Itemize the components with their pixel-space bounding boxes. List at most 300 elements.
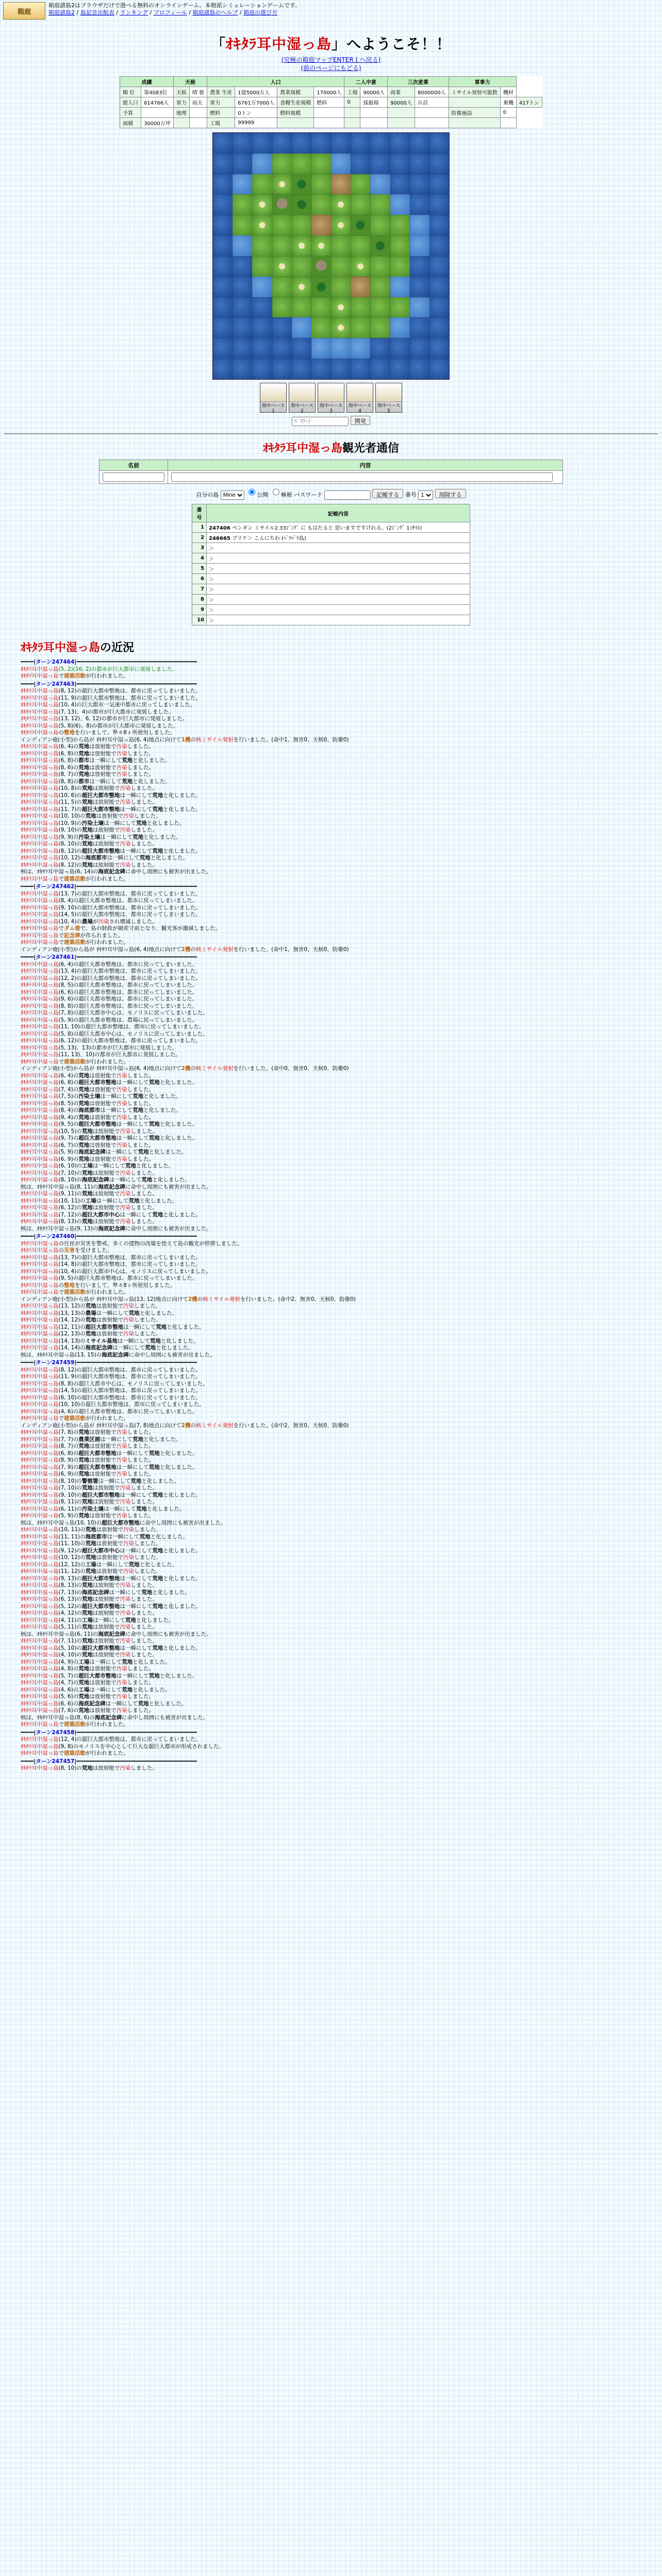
sea-tile[interactable] [429,133,449,154]
sea-tile[interactable] [292,133,311,154]
header-link[interactable]: 箱庭の遊び方 [243,9,278,16]
sea-tile[interactable] [213,215,233,235]
wasteland-tile[interactable] [331,174,351,195]
status-cell [314,118,344,128]
plains-tile[interactable] [252,235,272,256]
log-line: ｵｷﾀﾗ耳中湿っ島の災害を受けました。 [21,1247,113,1253]
log-line: ｵｷﾀﾗ耳中湿っ島(12, 12)の工場は一瞬にして荒地と化しました。 [21,1561,178,1568]
plains-tile[interactable] [351,297,370,318]
log-line: ｵｷﾀﾗ耳中湿っ島(7, 4)の荒地は放射能で汚染しました。 [21,1086,155,1093]
plains-tile[interactable] [292,297,311,318]
sea-tile[interactable] [252,297,272,318]
sea-tile[interactable] [272,359,292,379]
log-line: ｵｷﾀﾗ耳中湿っ島(11, 12)の荒地は放射能で汚染しました。 [21,1568,161,1574]
log-line: ｵｷﾀﾗ耳中湿っ島で記念碑が作られました。 [21,932,124,939]
log-line: ｵｷﾀﾗ耳中湿っ島(10, 12)の海底都市は一瞬にして荒地と化しました。 [21,855,189,861]
sea-tile[interactable] [429,317,449,338]
previous-page-link[interactable]: (前のページにもどる) [301,64,361,72]
sea-tile[interactable] [213,194,233,215]
sea-tile[interactable] [292,359,311,379]
log-line: ｵｷﾀﾗ耳中湿っ島(10, 11)の荒地は放射能で汚染しました。 [21,1527,161,1533]
sea-tile[interactable] [410,194,429,215]
status-cell: 90000人 [360,87,388,97]
plains-tile[interactable] [390,297,410,318]
base-card[interactable] [318,383,344,413]
status-cell: 99999 [235,118,277,128]
plains-tile[interactable] [272,235,292,256]
status-cell: 面積 [120,118,141,128]
log-line: ｵｷﾀﾗ耳中湿っ島(14, 13)のミサイル基地は一瞬にして荒地と化しました。 [21,1337,199,1344]
sea-tile[interactable] [252,359,272,379]
wasteland-tile[interactable] [351,277,370,297]
sea-tile[interactable] [410,133,429,154]
shallow-sea-tile[interactable] [410,235,429,256]
plains-tile[interactable] [311,174,331,195]
sea-tile[interactable] [351,359,370,379]
sea-tile[interactable] [351,154,370,174]
plains-tile[interactable] [331,235,351,256]
sea-tile[interactable] [233,317,252,338]
bbs-password-input[interactable] [324,490,371,500]
plains-tile[interactable] [272,154,292,174]
message-table [192,504,470,625]
title-prefix: 「 [210,36,226,53]
plains-tile[interactable] [292,154,311,174]
status-header-cell: 二人中意 [344,77,388,87]
log-line: ｵｷﾀﾗ耳中湿っ島(11, 11)の海底都市は一瞬にして荒地と化しました。 [21,1533,189,1540]
plains-tile[interactable] [311,154,331,174]
turn-heading: ━━━━|ターン247464|━━━━━━━━━━━━━━━━━━━━━━━━━━━━━━━━━━━━━ [21,659,197,665]
top-bar [0,0,662,23]
turn-heading: ━━━━|ターン247461|━━━━━━━━━━━━━━━━━━━━━━━━━━━━━━━━━━━━━ [21,954,197,960]
town-tile[interactable] [331,297,351,318]
shallow-sea-tile[interactable] [331,154,351,174]
log-line: ｵｷﾀﾗ耳中湿っ島(8, 9)の荒地は放射能で汚染しました。 [21,1457,155,1463]
secret-radio[interactable]: 極秘 [270,492,292,498]
title-links [0,56,662,72]
log-line: ｵｷﾀﾗ耳中湿っ島(6, 12)の荒地は放射能で汚染しました。 [21,1205,158,1211]
log-line: ｵｷﾀﾗ耳中湿っ島(6, 6)の超巨大都市整地は、都市に戻ってしまいました。 [21,989,198,995]
message-text: ＞ [209,598,214,603]
log-line: ｵｷﾀﾗ耳中湿っ島(9, 12)の超巨大都市中心は一瞬にして荒地と化しました。 [21,1547,201,1554]
plains-tile[interactable] [370,194,390,215]
public-radio[interactable]: 公開 [246,492,268,498]
log-line: ｵｷﾀﾗ耳中湿っ島(8, 6)の荒地は放射能で汚染しました。 [21,764,155,771]
log-line: ｵｷﾀﾗ耳中湿っ島(7, 5)の汚染土壌は一瞬にして荒地と化しました。 [21,1093,181,1099]
sea-tile[interactable] [213,338,233,359]
sea-tile[interactable] [213,154,233,174]
plains-tile[interactable] [351,174,370,195]
sea-tile[interactable] [390,154,410,174]
plains-tile[interactable] [292,256,311,277]
status-cell: 兵員 [415,97,449,108]
log-line: ｵｷﾀﾗ耳中湿っ島(7, 13)、4)の都市が巨大都市に発展しました。 [21,708,174,715]
plains-tile[interactable] [390,215,410,235]
sea-tile[interactable] [213,297,233,318]
log-line: ｵｷﾀﾗ耳中湿っ島(8, 10)の荒地は放射能で汚染しました。 [21,841,158,847]
sea-tile[interactable] [429,194,449,215]
log-line: ｵｷﾀﾗ耳中湿っ島(6, 8)の都市は一瞬にして荒地と化しました。 [21,757,171,764]
plains-tile[interactable] [311,194,331,215]
sea-tile[interactable] [233,133,252,154]
map-grid[interactable] [213,133,449,379]
town-tile[interactable] [331,317,351,338]
sea-tile[interactable] [429,338,449,359]
status-header-cell: 軍事力 [449,77,516,87]
town-tile[interactable] [292,277,311,297]
log-line: ｵｷﾀﾗ耳中湿っ島(7, 11)の荒地は放射能で汚染しました。 [21,1638,158,1644]
base-image [347,383,373,402]
status-cell [360,108,388,118]
sea-tile[interactable] [370,338,390,359]
plains-tile[interactable] [351,235,370,256]
log-line: ｵｷﾀﾗ耳中湿っ島(7, 13)の海底記念碑は一瞬にして荒地と化しました。 [21,1589,190,1596]
log-line: ｵｷﾀﾗ耳中湿っ島(5, 13)、13)の都市が巨大都市に発展しました。 [21,1044,178,1051]
status-cell: 0 [344,97,360,108]
bbs-name-input[interactable] [103,472,164,482]
sea-tile[interactable] [410,174,429,195]
message-content [207,553,470,564]
base-label: 海中ベース2 [290,403,314,414]
log-line: ｵｷﾀﾗ耳中湿っ島(5, 6)の荒地は放射能で汚染しました。 [21,1693,155,1700]
town-tile[interactable] [351,256,370,277]
plains-tile[interactable] [272,297,292,318]
island-map[interactable] [212,132,450,380]
sea-tile[interactable] [429,235,449,256]
sea-tile[interactable] [429,297,449,318]
sea-tile[interactable] [410,256,429,277]
log-line: ｵｷﾀﾗ耳中湿っ島(6, 4)の荒地は放射能で汚染しました。 [21,1072,155,1079]
plains-tile[interactable] [370,256,390,277]
shallow-sea-tile[interactable] [311,338,331,359]
log-line: ｵｷﾀﾗ耳中湿っ島(11, 10)の超巨大都市整地は、都市に戻ってしまいました。 [21,1024,205,1030]
base-card[interactable] [346,383,373,413]
log-line: ｵｷﾀﾗ耳中湿っ島(6, 6)の海底記念碑は一瞬にして荒地と化しました。 [21,1700,187,1707]
log-line: ｵｷﾀﾗ耳中湿っ島(11, 5)の荒地は放射能で汚染しました。 [21,799,158,805]
status-cell: 軍力 [173,97,189,108]
plains-tile[interactable] [370,297,390,318]
shallow-sea-tile[interactable] [292,317,311,338]
sea-tile[interactable] [233,359,252,379]
turn-heading: ━━━━|ターン247462|━━━━━━━━━━━━━━━━━━━━━━━━━━━━━━━━━━━━━ [21,884,197,890]
event-log [21,659,662,1772]
forest-tile[interactable] [292,174,311,195]
log-line: ｵｷﾀﾗ耳中湿っ島(13, 12)、6, 12)の都市が巨大都市に発展しました。 [21,716,188,722]
log-line: ｵｷﾀﾗ耳中湿っ島(10, 4)の超巨大都市中心は、モノリスに戻ってしまいました。 [21,1268,212,1275]
status-cell: 0 [500,108,516,118]
plains-tile[interactable] [233,194,252,215]
town-tile[interactable] [252,215,272,235]
sea-tile[interactable] [390,359,410,379]
header-link[interactable]: 箱庭諸島2 [48,9,75,16]
sea-tile[interactable] [429,277,449,297]
town-tile[interactable] [331,194,351,215]
sea-tile[interactable] [213,277,233,297]
plains-tile[interactable] [233,215,252,235]
island-select[interactable] [221,490,244,500]
status-row [120,97,542,108]
message-text: ＞ [209,577,214,583]
message-row [192,574,470,584]
sea-tile[interactable] [272,338,292,359]
log-line: ｵｷﾀﾗ耳中湿っ島(14, 14)の海底記念碑は一瞬にして荒地と化しました。 [21,1345,194,1351]
status-cell: 6761万7000人 [235,97,277,108]
plains-tile[interactable] [292,215,311,235]
plains-tile[interactable] [311,297,331,318]
plains-tile[interactable] [252,256,272,277]
status-table [120,76,542,128]
log-line: ｵｷﾀﾗ耳中湿っ島(12, 11)の超巨大都市整地は一瞬にして荒地と化しました。 [21,1324,205,1330]
log-line: ｵｷﾀﾗ耳中湿っ島(10, 9)の汚染土壌は一瞬にして荒地と化しました。 [21,820,185,826]
sea-tile[interactable] [410,338,429,359]
sea-tile[interactable] [233,256,252,277]
base-image [318,383,344,402]
message-number: 10 [192,615,207,625]
bbs-controls [99,486,563,500]
log-line: ｵｷﾀﾗ耳中湿っ島(9, 5)の超巨大都市整地は一瞬にして荒地と化しました。 [21,1121,198,1127]
turn-heading: ━━━━|ターン247459|━━━━━━━━━━━━━━━━━━━━━━━━━━━━━━━━━━━━━ [21,1360,197,1366]
turn-heading: ━━━━|ターン247458|━━━━━━━━━━━━━━━━━━━━━━━━━━━━━━━━━━━━━ [21,1729,197,1736]
shallow-sea-tile[interactable] [331,338,351,359]
log-line: ｵｷﾀﾗ耳中湿っ島(5, 2)(16, 2)の都市が巨大都市に発展しました。 [21,666,178,672]
log-line: ｵｷﾀﾗ耳中湿っ島(6, 4)の荒地は放射能で汚染しました。 [21,743,155,750]
sea-tile[interactable] [213,256,233,277]
plains-tile[interactable] [272,215,292,235]
plains-tile[interactable] [370,277,390,297]
number-select[interactable] [418,490,433,500]
sea-tile[interactable] [272,317,292,338]
log-line: ｵｷﾀﾗ耳中湿っ島(14, 8)の超巨大都市整地は、都市に戻ってしまいました。 [21,1261,201,1267]
site-description: 箱庭諸島2はブラウザだけで遊べる無料のオンラインゲーム。本格派シミュレーションゲームです。 [48,2,301,9]
header-link[interactable]: 箱庭諸島のヘルプ [192,9,238,16]
sea-tile[interactable] [331,133,351,154]
island-title [0,33,662,54]
sea-tile[interactable] [370,359,390,379]
mountain-tile[interactable] [272,194,292,215]
plains-tile[interactable] [351,194,370,215]
log-line: ｵｷﾀﾗ耳中湿っ島(12, 2)の超巨大都市整地は、都市に戻ってしまいました。 [21,975,201,981]
shallow-sea-tile[interactable] [410,297,429,318]
sea-tile[interactable] [233,338,252,359]
town-tile[interactable] [272,174,292,195]
msg-col-no: 番号 [192,504,207,522]
sea-tile[interactable] [370,154,390,174]
sea-tile[interactable] [410,154,429,174]
status-cell [344,118,360,128]
log-line: ｵｷﾀﾗ耳中湿っ島(8, 10)の荒地は放射能で汚染しました。 [21,1765,158,1771]
log-line: ｵｷﾀﾗ耳中湿っ島(7, 9)の超巨大都市整地は一瞬にして荒地と化しました。 [21,1464,198,1470]
sea-tile[interactable] [410,317,429,338]
shallow-sea-tile[interactable] [370,174,390,195]
sea-tile[interactable] [213,174,233,195]
header-link[interactable]: 島記念出航表 [80,9,114,16]
forest-tile[interactable] [370,235,390,256]
sea-tile[interactable] [233,297,252,318]
base-card[interactable] [289,383,316,413]
log-line: ｵｷﾀﾗ耳中湿っ島の整地を行いまして、準々8ヶ所使用しました。 [21,730,176,736]
log-line: ｵｷﾀﾗ耳中湿っ島(8, 12)の超巨大都市整地は、都市に戻ってしまいました。 [21,1366,201,1373]
shallow-sea-tile[interactable] [252,277,272,297]
log-line: ｵｷﾀﾗ耳中湿っ島(10, 8)の荒地は放射能で汚染しました。 [21,785,158,791]
log-line: 核は、ｵｷﾀﾗ耳中湿っ島(6, 14)の海底記念碑に命中し周囲にも被害が出ました。 [21,869,212,875]
shallow-sea-tile[interactable] [233,174,252,195]
log-line: ｵｷﾀﾗ耳中湿っ島(4, 11)の工場は一瞬にして荒地と化しました。 [21,1617,174,1623]
bbs-message-input[interactable] [171,472,553,482]
town-tile[interactable] [311,235,331,256]
post-button[interactable]: 記帳する [372,489,403,498]
sea-tile[interactable] [429,215,449,235]
message-row [192,553,470,564]
password-input[interactable] [292,417,349,426]
sea-tile[interactable] [233,154,252,174]
log-island-name: ｵｷﾀﾗ耳中湿っ島 [21,641,101,654]
plains-tile[interactable] [390,235,410,256]
header-link[interactable]: ランキング [120,9,148,16]
log-line: ｵｷﾀﾗ耳中湿っ島(5, 9)の超巨大都市整地は、農場に戻ってしまいました。 [21,1016,198,1023]
shallow-sea-tile[interactable] [233,235,252,256]
status-cell: 順 位 [120,87,141,97]
log-line: ｵｷﾀﾗ耳中湿っ島(8, 8)の超巨大都市中心は、モノリスに戻ってしまいました。 [21,1380,208,1387]
site-logo[interactable]: 箱庭 [3,2,45,20]
number-label: 番号 [405,492,417,498]
sea-tile[interactable] [252,338,272,359]
town-tile[interactable] [252,194,272,215]
log-line: ｵｷﾀﾗ耳中湿っ島(6, 10)の工場は一瞬にして荒地と化しました。 [21,1163,174,1169]
bbs-col-content: 内容 [168,460,563,471]
develop-button[interactable]: 開発 [351,416,370,425]
log-line: ｵｷﾀﾗ耳中湿っ島(10, 10)の荒地は放射能で汚染しました。 [21,813,161,819]
sea-tile[interactable] [311,133,331,154]
sea-tile[interactable] [370,133,390,154]
wasteland-tile[interactable] [311,215,331,235]
base-card[interactable] [260,383,287,413]
message-row [192,533,470,543]
plains-tile[interactable] [390,256,410,277]
plains-tile[interactable] [370,215,390,235]
sea-tile[interactable] [252,317,272,338]
sea-tile[interactable] [233,277,252,297]
plains-tile[interactable] [370,317,390,338]
sea-tile[interactable] [390,174,410,195]
mountain-tile[interactable] [311,256,331,277]
log-line: ｵｷﾀﾗ耳中湿っ島(7, 12)の超巨大都市中心は一瞬にして荒地と化しました。 [21,1211,201,1218]
sea-tile[interactable] [311,359,331,379]
message-number: 9 [192,605,207,615]
status-row [120,118,542,128]
log-line: ｵｷﾀﾗ耳中湿っ島(8, 4)の超巨大都市整地は、都市に戻ってしまいました。 [21,897,198,904]
plains-tile[interactable] [331,277,351,297]
turn-number: ターン247459 [36,1360,75,1366]
sea-tile[interactable] [331,359,351,379]
sea-tile[interactable] [252,133,272,154]
log-line: 核は、ｵｷﾀﾗ耳中湿っ島(6, 11)の海底記念碑に命中し周囲にも被害が出ました。 [21,1631,212,1637]
shallow-sea-tile[interactable] [351,338,370,359]
shallow-sea-tile[interactable] [252,154,272,174]
message-row [192,615,470,625]
back-to-map-link[interactable]: (究極の箱庭マップENTER１へ戻る) [281,56,381,63]
status-cell [173,118,189,128]
message-number: 7 [192,584,207,595]
log-line: ｵｷﾀﾗ耳中湿っ島(7, 6)の荒地は放射能で汚染しました。 [21,1707,155,1714]
sea-tile[interactable] [390,133,410,154]
sea-tile[interactable] [292,338,311,359]
shallow-sea-tile[interactable] [390,317,410,338]
plains-tile[interactable] [252,174,272,195]
base-card[interactable] [375,383,402,413]
sea-tile[interactable] [429,174,449,195]
sea-tile[interactable] [272,133,292,154]
message-row [192,564,470,574]
shallow-sea-tile[interactable] [410,215,429,235]
status-cell [277,118,314,128]
base-label: 海中ベース5 [377,403,401,414]
log-line: ｵｷﾀﾗ耳中湿っ島(8, 11)の荒地は放射能で汚染しました。 [21,1499,158,1505]
plains-tile[interactable] [272,277,292,297]
message-row [192,543,470,553]
shallow-sea-tile[interactable] [390,194,410,215]
log-line: ｵｷﾀﾗ耳中湿っ島(4, 10)の荒地は放射能で汚染しました。 [21,1652,158,1658]
log-line: ｵｷﾀﾗ耳中湿っ島(11, 13)、10)の都市が巨大都市に発展しました。 [21,1052,181,1058]
plains-tile[interactable] [311,317,331,338]
log-line: ｵｷﾀﾗ耳中湿っ島(14, 5)の超巨大都市整地は、都市に戻ってしまいました。 [21,1387,201,1394]
header-link[interactable]: プロフィール [153,9,187,16]
message-row [192,605,470,615]
sea-tile[interactable] [410,359,429,379]
sea-tile[interactable] [429,256,449,277]
sea-tile[interactable] [213,235,233,256]
log-line: ｵｷﾀﾗ耳中湿っ島(5, 12)の超巨大都市整地は一瞬にして荒地と化しました。 [21,1603,201,1609]
delete-button[interactable]: 削除する [435,489,466,498]
sea-tile[interactable] [390,338,410,359]
sea-tile[interactable] [213,359,233,379]
base-label: 海中ベース3 [319,403,343,414]
log-line: ｵｷﾀﾗ耳中湿っ島(13, 12)の荒地は放射能で汚染しました。 [21,1303,161,1309]
sea-tile[interactable] [213,317,233,338]
log-line: ｵｷﾀﾗ耳中湿っ島(10, 5)の荒地は放射能で汚染しました。 [21,1128,158,1134]
log-line: ｵｷﾀﾗ耳中湿っ島(5, 9)の荒地は放射能で汚染しました。 [21,1513,155,1519]
town-tile[interactable] [331,215,351,235]
coast-strip [0,383,662,413]
status-cell: 0トン [235,108,277,118]
log-line: ｵｷﾀﾗ耳中湿っ島(6, 13)の荒地は放射能で汚染しました。 [21,1596,158,1602]
plains-tile[interactable] [351,317,370,338]
sea-tile[interactable] [429,359,449,379]
log-line: ｵｷﾀﾗ耳中湿っ島(8, 13)の荒地は放射能で汚染しました。 [21,1582,158,1588]
turn-heading: ━━━━|ターン247460|━━━━━━━━━━━━━━━━━━━━━━━━━━━━━━━━━━━━━ [21,1233,197,1240]
forest-tile[interactable] [311,277,331,297]
town-tile[interactable] [292,235,311,256]
log-line: ｵｷﾀﾗ耳中湿っ島(4, 8)の荒地は放射能で汚染しました。 [21,1666,155,1672]
turn-number: ターン247458 [36,1729,75,1736]
sea-tile[interactable] [213,133,233,154]
log-line: ｵｷﾀﾗ耳中湿っ島(10, 11)の工場は一瞬にして荒地と化しました。 [21,1197,178,1204]
bbs-title-suffix: 観光者通信 [342,442,400,455]
town-tile[interactable] [272,256,292,277]
status-cell: 工場 [344,87,360,97]
plains-tile[interactable] [331,256,351,277]
bbs-form-table [99,460,563,484]
log-line: ｵｷﾀﾗ耳中湿っ島(8, 7)の荒地は放射能で汚染しました。 [21,1443,155,1449]
shallow-sea-tile[interactable] [390,277,410,297]
log-line: 核は、ｵｷﾀﾗ耳中湿っ島(13, 15)の海底記念碑に命中し周囲にも被害が出ました。 [21,1351,216,1358]
log-line: ｵｷﾀﾗ耳中湿っ島で建築活動が行われました。 [21,1721,129,1727]
sea-tile[interactable] [429,154,449,174]
sea-tile[interactable] [351,133,370,154]
forest-tile[interactable] [351,215,370,235]
forest-tile[interactable] [292,194,311,215]
sea-tile[interactable] [410,277,429,297]
message-content [207,543,470,553]
